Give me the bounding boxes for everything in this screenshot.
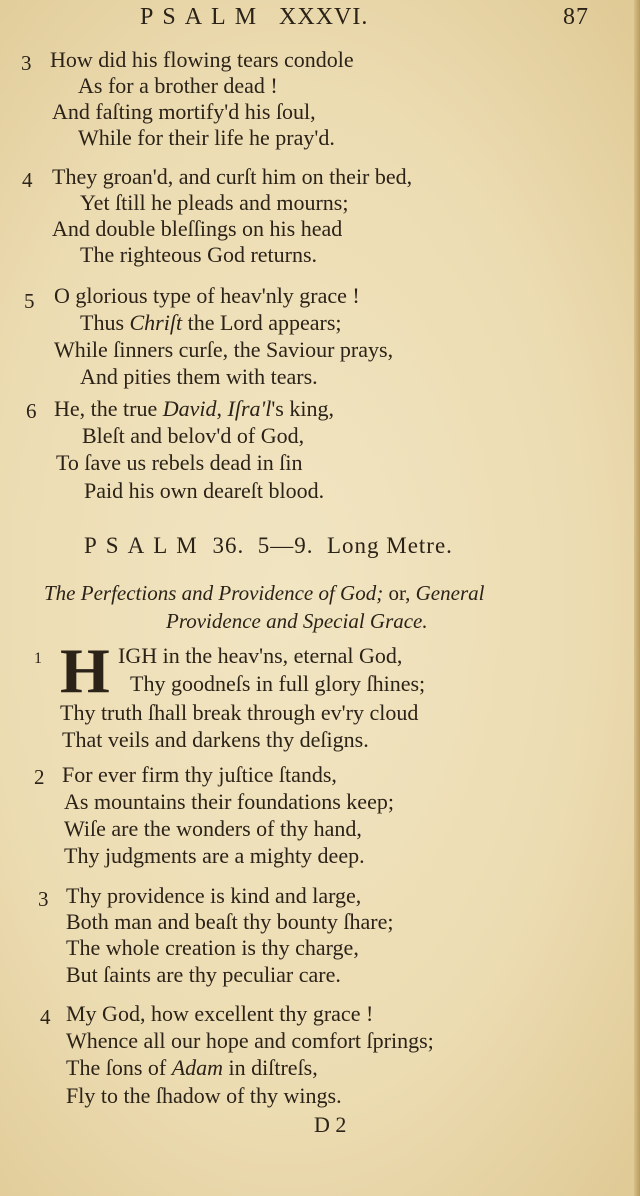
- verse-line: Wiſe are the wonders of thy hand,: [64, 816, 362, 841]
- heading-number: 36.: [212, 533, 245, 558]
- text: the Lord appears;: [182, 310, 342, 335]
- verse-line: My God, how excellent thy grace !: [66, 1001, 374, 1026]
- psalm-heading: [84, 533, 453, 559]
- italic-name: David: [162, 396, 217, 421]
- verse-number: 3: [21, 51, 32, 75]
- drop-cap: H: [60, 635, 110, 706]
- subtitle-or: or,: [383, 581, 416, 605]
- heading-title: PSALM: [84, 533, 206, 558]
- verse-line: IGH in the heav'ns, eternal God,: [118, 643, 403, 668]
- verse-number: 2: [34, 765, 45, 789]
- verse-line: Paid his own deareſt blood.: [84, 478, 325, 503]
- verse-line: Thy judgments are a mighty deep.: [64, 843, 365, 868]
- italic-name: Adam: [171, 1055, 224, 1080]
- heading-metre: Long Metre.: [326, 533, 453, 558]
- verse-line: Bleſt and belov'd of God,: [82, 423, 305, 448]
- subtitle-part: General: [415, 581, 485, 605]
- signature-mark: D 2: [314, 1112, 347, 1137]
- verse-number: 5: [24, 289, 35, 313]
- verse-line: And double bleſſings on his head: [52, 216, 343, 241]
- verse-line: But ſaints are thy peculiar care.: [66, 962, 341, 987]
- text: 's king,: [271, 396, 334, 421]
- text: He, the true: [54, 396, 163, 421]
- verse-line: [80, 310, 342, 336]
- verse-line: Both man and beaſt thy bounty ſhare;: [66, 909, 394, 934]
- verse-line: The righteous God returns.: [80, 242, 318, 267]
- subtitle-part: Providence and Special Grace.: [166, 609, 428, 633]
- verse-line: As mountains their foundations keep;: [64, 789, 394, 814]
- page-number: 87: [563, 4, 589, 30]
- header-numeral: XXXVI.: [279, 4, 369, 30]
- verse-line: [54, 396, 334, 422]
- verse-line: To ſave us rebels dead in ſin: [56, 450, 303, 475]
- verse-line: For ever firm thy juſtice ſtands,: [62, 762, 337, 787]
- verse-line: Fly to the ſhadow of thy wings.: [66, 1083, 342, 1108]
- heading-verses: 5—9.: [257, 533, 314, 558]
- verse-line: While for their life he pray'd.: [78, 125, 335, 150]
- verse-line: And pities them with tears.: [80, 364, 318, 389]
- running-header: [140, 4, 368, 31]
- verse-line: They groan'd, and curſt him on their bed,: [52, 164, 413, 189]
- verse-line: [66, 1055, 318, 1081]
- italic-name: Iſra'l: [227, 396, 272, 421]
- verse-line: How did his flowing tears condole: [50, 47, 354, 72]
- verse-line: While ſinners curſe, the Saviour prays,: [54, 337, 394, 362]
- psalm-subtitle: [44, 580, 484, 606]
- verse-line: Thy providence is kind and large,: [66, 883, 362, 908]
- text: in diſtreſs,: [223, 1055, 318, 1080]
- text: The ſons of: [66, 1055, 172, 1080]
- verse-line: As for a brother dead !: [78, 73, 278, 98]
- verse-number: 6: [26, 399, 37, 423]
- verse-number: 1: [34, 650, 42, 667]
- text: ,: [216, 396, 228, 421]
- verse-number: 3: [38, 887, 49, 911]
- verse-line: Whence all our hope and comfort ſprings;: [66, 1028, 434, 1053]
- header-title: PSALM: [140, 4, 266, 30]
- verse-line: The whole creation is thy charge,: [66, 935, 359, 960]
- verse-number: 4: [22, 168, 33, 192]
- verse-number: 4: [40, 1005, 51, 1029]
- page-edge: [634, 0, 640, 1196]
- psalm-subtitle: [166, 608, 428, 634]
- verse-line: O glorious type of heav'nly grace !: [54, 283, 360, 308]
- verse-line: Thy goodneſs in full glory ſhines;: [130, 671, 426, 696]
- verse-line: Thy truth ſhall break through ev'ry cloud: [60, 700, 419, 725]
- verse-line: Yet ſtill he pleads and mourns;: [80, 190, 349, 215]
- verse-line: And faſting mortify'd his ſoul,: [52, 99, 316, 124]
- text: Thus: [80, 310, 130, 335]
- italic-name: Chriſt: [129, 310, 183, 335]
- subtitle-part: The Perfections and Providence of God;: [44, 581, 384, 605]
- verse-line: That veils and darkens thy deſigns.: [62, 727, 369, 752]
